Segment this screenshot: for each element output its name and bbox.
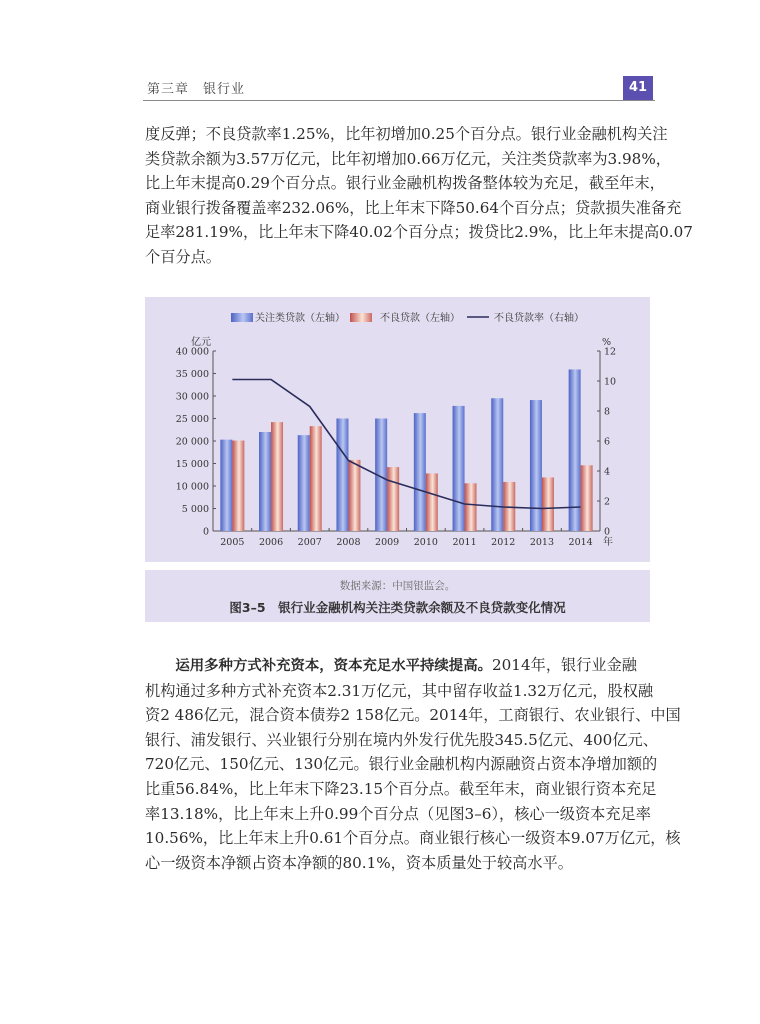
x-tick-label: 2014 (568, 537, 593, 548)
x-axis-unit: 年 (603, 537, 613, 548)
y2-axis-unit: % (602, 337, 612, 348)
y-tick-label: 25 000 (175, 414, 209, 425)
page-header (143, 74, 655, 101)
y-tick-label: 30 000 (175, 391, 209, 403)
bar (426, 473, 438, 531)
y2-tick-label: 2 (604, 496, 611, 508)
y-axis-unit: 亿元 (191, 337, 211, 348)
y-tick-label: 10 000 (175, 481, 209, 493)
y2-tick-label: 4 (604, 466, 611, 478)
bar (542, 477, 554, 531)
legend-label: 不良贷款率（右轴） (494, 313, 584, 324)
x-tick-label: 2010 (413, 537, 438, 548)
section-label: 银行业 (203, 82, 246, 97)
bar (465, 483, 477, 531)
x-tick-label: 2011 (452, 537, 477, 548)
x-tick-label: 2007 (297, 537, 322, 548)
text-line (145, 653, 655, 679)
x-tick-label: 2012 (491, 537, 516, 548)
npl-rate-line (232, 380, 580, 509)
legend-label: 关注类贷款（左轴） (255, 313, 345, 324)
text-line: 720亿元、150亿元、130亿元。银行业金融机构内源融资占资本净增加额的 (145, 755, 658, 774)
bar (348, 460, 360, 531)
text-line: 比重56.84%，比上年末下降23.15个百分点。截至年末，商业银行资本充足 (145, 779, 657, 798)
bar (491, 398, 503, 531)
y-tick-label: 5 000 (181, 504, 209, 515)
x-tick-label: 2008 (336, 537, 361, 548)
figure-chart (145, 297, 650, 562)
text-line: 率13.18%，比上年末上升0.99个百分点（见图3–6），核心一级资本充足率 (145, 804, 651, 823)
chart-line (232, 380, 580, 509)
y2-tick-label: 0 (604, 526, 611, 538)
legend-label: 不良贷款（左轴） (380, 313, 460, 324)
bar (414, 413, 426, 531)
y2-tick-label: 6 (604, 436, 611, 448)
text-line: 足率281.19%，比上年末下降40.02个百分点；拨贷比2.9%，比上年末提高0.07 (145, 223, 693, 242)
x-tick-label: 2005 (220, 537, 245, 548)
figure-caption-box (145, 570, 650, 622)
text-line: 10.56%，比上年末上升0.61个百分点。商业银行核心一级资本9.07万亿元，核 (145, 829, 681, 848)
text-line: 机构通过多种方式补充资本2.31万亿元，其中留存收益1.32万亿元，股权融 (145, 681, 654, 700)
text-span: 2014年，银行业金融 (491, 656, 637, 674)
bar (453, 406, 465, 531)
y2-tick-label: 12 (604, 346, 617, 358)
y-tick-label: 0 (202, 526, 209, 538)
lead-sentence: 运用多种方式补充资本，资本充足水平持续提高。 (175, 658, 492, 674)
text-line: 类贷款余额为3.57万亿元，比年初增加0.66万亿元，关注类贷款率为3.98%， (145, 149, 671, 168)
y-tick-label: 40 000 (175, 346, 209, 358)
bar (232, 441, 244, 531)
bar (530, 400, 542, 531)
x-tick-label: 2006 (258, 537, 284, 548)
x-tick-label: 2009 (375, 537, 400, 548)
chapter-title (147, 78, 245, 97)
y2-tick-label: 8 (604, 406, 611, 418)
bar (581, 465, 593, 531)
y-tick-label: 35 000 (175, 369, 209, 380)
bar (271, 422, 283, 531)
text-line: 个百分点。 (145, 247, 221, 266)
y-tick-label: 15 000 (175, 459, 209, 470)
bar (259, 432, 271, 531)
text-line: 银行、浦发银行、兴业银行分别在境内外发行优先股345.5亿元、400亿元、 (145, 730, 658, 749)
paragraph-capital (145, 653, 681, 875)
paragraph-npl (145, 122, 693, 270)
combo-chart (145, 297, 650, 562)
data-source: 数据来源：中国银监会。 (339, 580, 456, 592)
figure-caption: 图3–5 银行业金融机构关注类贷款余额及不良贷款变化情况 (229, 600, 566, 615)
text-line: 资2 486亿元，混合资本债券2 158亿元。2014年，工商银行、农业银行、中国 (145, 706, 681, 725)
x-tick-label: 2013 (529, 537, 555, 548)
legend-swatch-red (350, 313, 372, 322)
chart-bars (220, 369, 592, 531)
chart-legend (231, 311, 584, 324)
bar (336, 419, 348, 532)
legend-swatch-blue (231, 313, 253, 322)
bar (310, 426, 322, 531)
text-line: 度反弹；不良贷款率1.25%，比年初增加0.25个百分点。银行业金融机构关注 (145, 125, 668, 143)
bar (298, 435, 310, 531)
text-line: 心一级资本净额占资本净额的80.1%，资本质量处于较高水平。 (145, 853, 573, 872)
bar (387, 467, 399, 531)
page-number-badge: 41 (623, 76, 653, 100)
text-line: 比上年末提高0.29个百分点。银行业金融机构拨备整体较为充足，截至年末， (145, 174, 665, 193)
y-tick-label: 20 000 (175, 436, 209, 448)
chapter-label: 第三章 (147, 82, 190, 97)
bar (220, 440, 232, 531)
y2-tick-label: 10 (604, 376, 617, 388)
text-line: 商业银行拨备覆盖率232.06%，比上年末下降50.64个百分点；贷款损失准备充 (145, 198, 682, 217)
